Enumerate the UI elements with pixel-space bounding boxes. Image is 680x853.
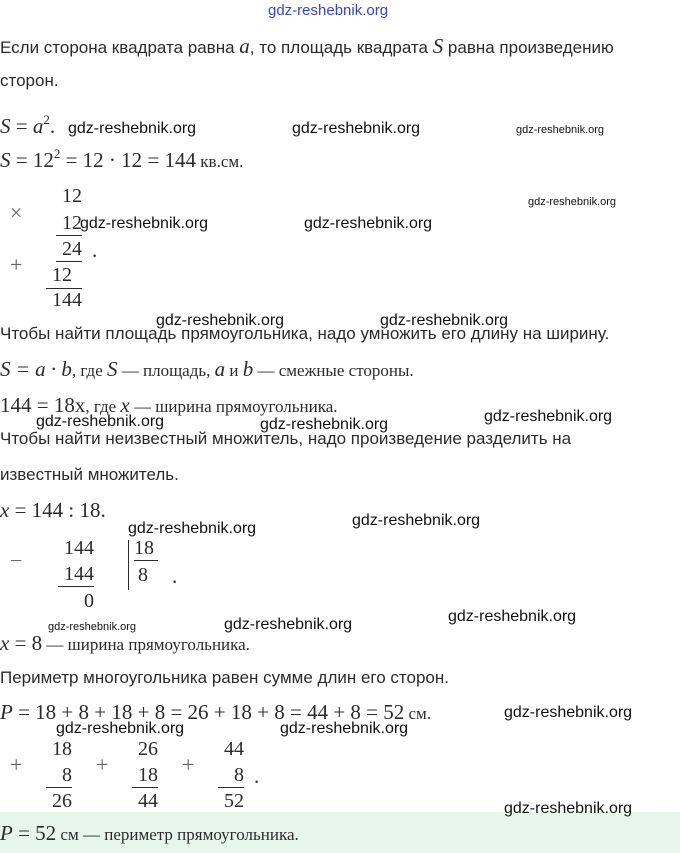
watermark[interactable]: gdz-reshebnik.org (224, 616, 353, 633)
addend-2: 8 (46, 764, 72, 788)
unit: кв.см. (196, 152, 244, 171)
watermark[interactable]: gdz-reshebnik.org (504, 800, 633, 817)
dividend: 144 (64, 537, 94, 559)
divisor: 18 (134, 537, 158, 561)
product: 144 (46, 288, 82, 312)
watermark-header[interactable]: gdz-reshebnik.org (268, 2, 389, 19)
expr: = a · b (10, 357, 72, 381)
addend-1: 26 (138, 738, 158, 760)
paragraph-square-area (0, 34, 614, 59)
formula-area-value (0, 146, 243, 173)
watermark[interactable]: gdz-reshebnik.org (56, 720, 185, 737)
var-b: b (242, 357, 254, 381)
expr: = 18 + 8 + 18 + 8 = 26 + 18 + 8 = 44 + 8 = 52 (12, 700, 405, 724)
partial-1: 24 (56, 238, 82, 262)
text: Если сторона квадрата равна (0, 38, 240, 57)
expr: = 52 (12, 821, 57, 845)
sum: 52 (224, 790, 244, 812)
addend-2: 8 (218, 764, 244, 788)
watermark[interactable]: gdz-reshebnik.org (304, 215, 433, 232)
text: , где (71, 361, 107, 380)
dot: . (92, 238, 98, 262)
text: — смежные стороны. (253, 361, 414, 380)
text: , то площадь квадрата (249, 38, 433, 57)
formula-division (0, 498, 106, 523)
dot: . (49, 114, 56, 138)
watermark[interactable]: gdz-reshebnik.org (280, 720, 409, 737)
formula-width-result (0, 631, 250, 656)
answer-line (0, 821, 299, 846)
watermark[interactable]: gdz-reshebnik.org (528, 196, 617, 208)
var-x: x (120, 393, 130, 417)
eq: = 12 (10, 148, 54, 172)
plus-sign: + (182, 752, 195, 777)
minus-sign: − (10, 548, 23, 573)
text: равна произведению (443, 38, 614, 57)
exponent: 2 (43, 112, 50, 127)
watermark[interactable]: gdz-reshebnik.org (80, 215, 209, 232)
watermark[interactable]: gdz-reshebnik.org (36, 413, 165, 430)
watermark[interactable]: gdz-reshebnik.org (292, 120, 421, 137)
plus-sign: + (10, 252, 23, 277)
var-x: x (0, 498, 10, 522)
text: — площадь, (117, 361, 215, 380)
addend-1: 18 (52, 738, 72, 760)
plus-sign: + (10, 752, 23, 777)
var-P: P (0, 700, 13, 724)
var-S: S (0, 114, 11, 138)
var-a: a (214, 357, 226, 381)
text: — ширина прямоугольника. (129, 397, 338, 416)
text: , где (85, 397, 121, 416)
factor-2: 12 (56, 212, 82, 236)
unit: см. (404, 704, 432, 723)
paragraph-rect-area: Чтобы найти площадь прямоугольника, надо умножить его длину на ширину. (0, 324, 610, 343)
watermark[interactable]: gdz-reshebnik.org (380, 312, 509, 329)
multiply-sign: × (10, 200, 23, 225)
watermark[interactable]: gdz-reshebnik.org (156, 312, 285, 329)
watermark[interactable]: gdz-reshebnik.org (504, 704, 633, 721)
division-bar (128, 540, 129, 590)
exponent: 2 (53, 146, 61, 161)
dot: . (172, 564, 178, 588)
watermark[interactable]: gdz-reshebnik.org (516, 124, 605, 136)
paragraph-line2: сторон. (0, 71, 59, 90)
var-S: S (432, 34, 444, 58)
text: и (225, 361, 243, 380)
equation: 144 = 18x (0, 393, 86, 417)
sum: 44 (138, 790, 158, 812)
calc: = 12 · 12 = 144 (60, 148, 197, 172)
text: — ширина прямоугольника. (42, 635, 250, 654)
watermark[interactable]: gdz-reshebnik.org (128, 520, 257, 537)
text: см — периметр прямоугольника. (56, 825, 299, 844)
dot: . (254, 764, 260, 788)
var-S: S (107, 357, 118, 381)
addend-2: 18 (132, 764, 158, 788)
watermark[interactable]: gdz-reshebnik.org (260, 416, 389, 433)
watermark[interactable]: gdz-reshebnik.org (68, 120, 197, 137)
addend-1: 44 (224, 738, 244, 760)
factor-1: 12 (62, 185, 82, 207)
plus-sign: + (96, 752, 109, 777)
watermark[interactable]: gdz-reshebnik.org (352, 512, 481, 529)
watermark[interactable]: gdz-reshebnik.org (484, 408, 613, 425)
paragraph-unknown-factor: Чтобы найти неизвестный множитель, надо произведение разделить на (0, 429, 572, 448)
formula-area-square (0, 112, 55, 139)
var-S: S (0, 148, 11, 172)
partial-2: 12 (52, 264, 72, 286)
var-x: x (0, 631, 10, 655)
var-a: a (239, 34, 250, 58)
quotient: 8 (138, 564, 148, 586)
formula-rect-area (0, 357, 414, 382)
expr: = 8 (9, 631, 43, 655)
remainder: 0 (84, 590, 94, 612)
expr: = 144 : 18. (9, 498, 106, 522)
watermark[interactable]: gdz-reshebnik.org (48, 621, 137, 633)
eq: = (10, 114, 33, 138)
sum: 26 (52, 790, 72, 812)
paragraph-unknown-factor-line2: известный множитель. (0, 465, 179, 484)
var-S: S (0, 357, 11, 381)
var-a: a (32, 114, 44, 138)
var-P: P (0, 821, 13, 845)
subtrahend: 144 (58, 563, 94, 587)
paragraph-perimeter: Периметр многоугольника равен сумме длин его сторон. (0, 668, 449, 687)
watermark[interactable]: gdz-reshebnik.org (448, 608, 577, 625)
